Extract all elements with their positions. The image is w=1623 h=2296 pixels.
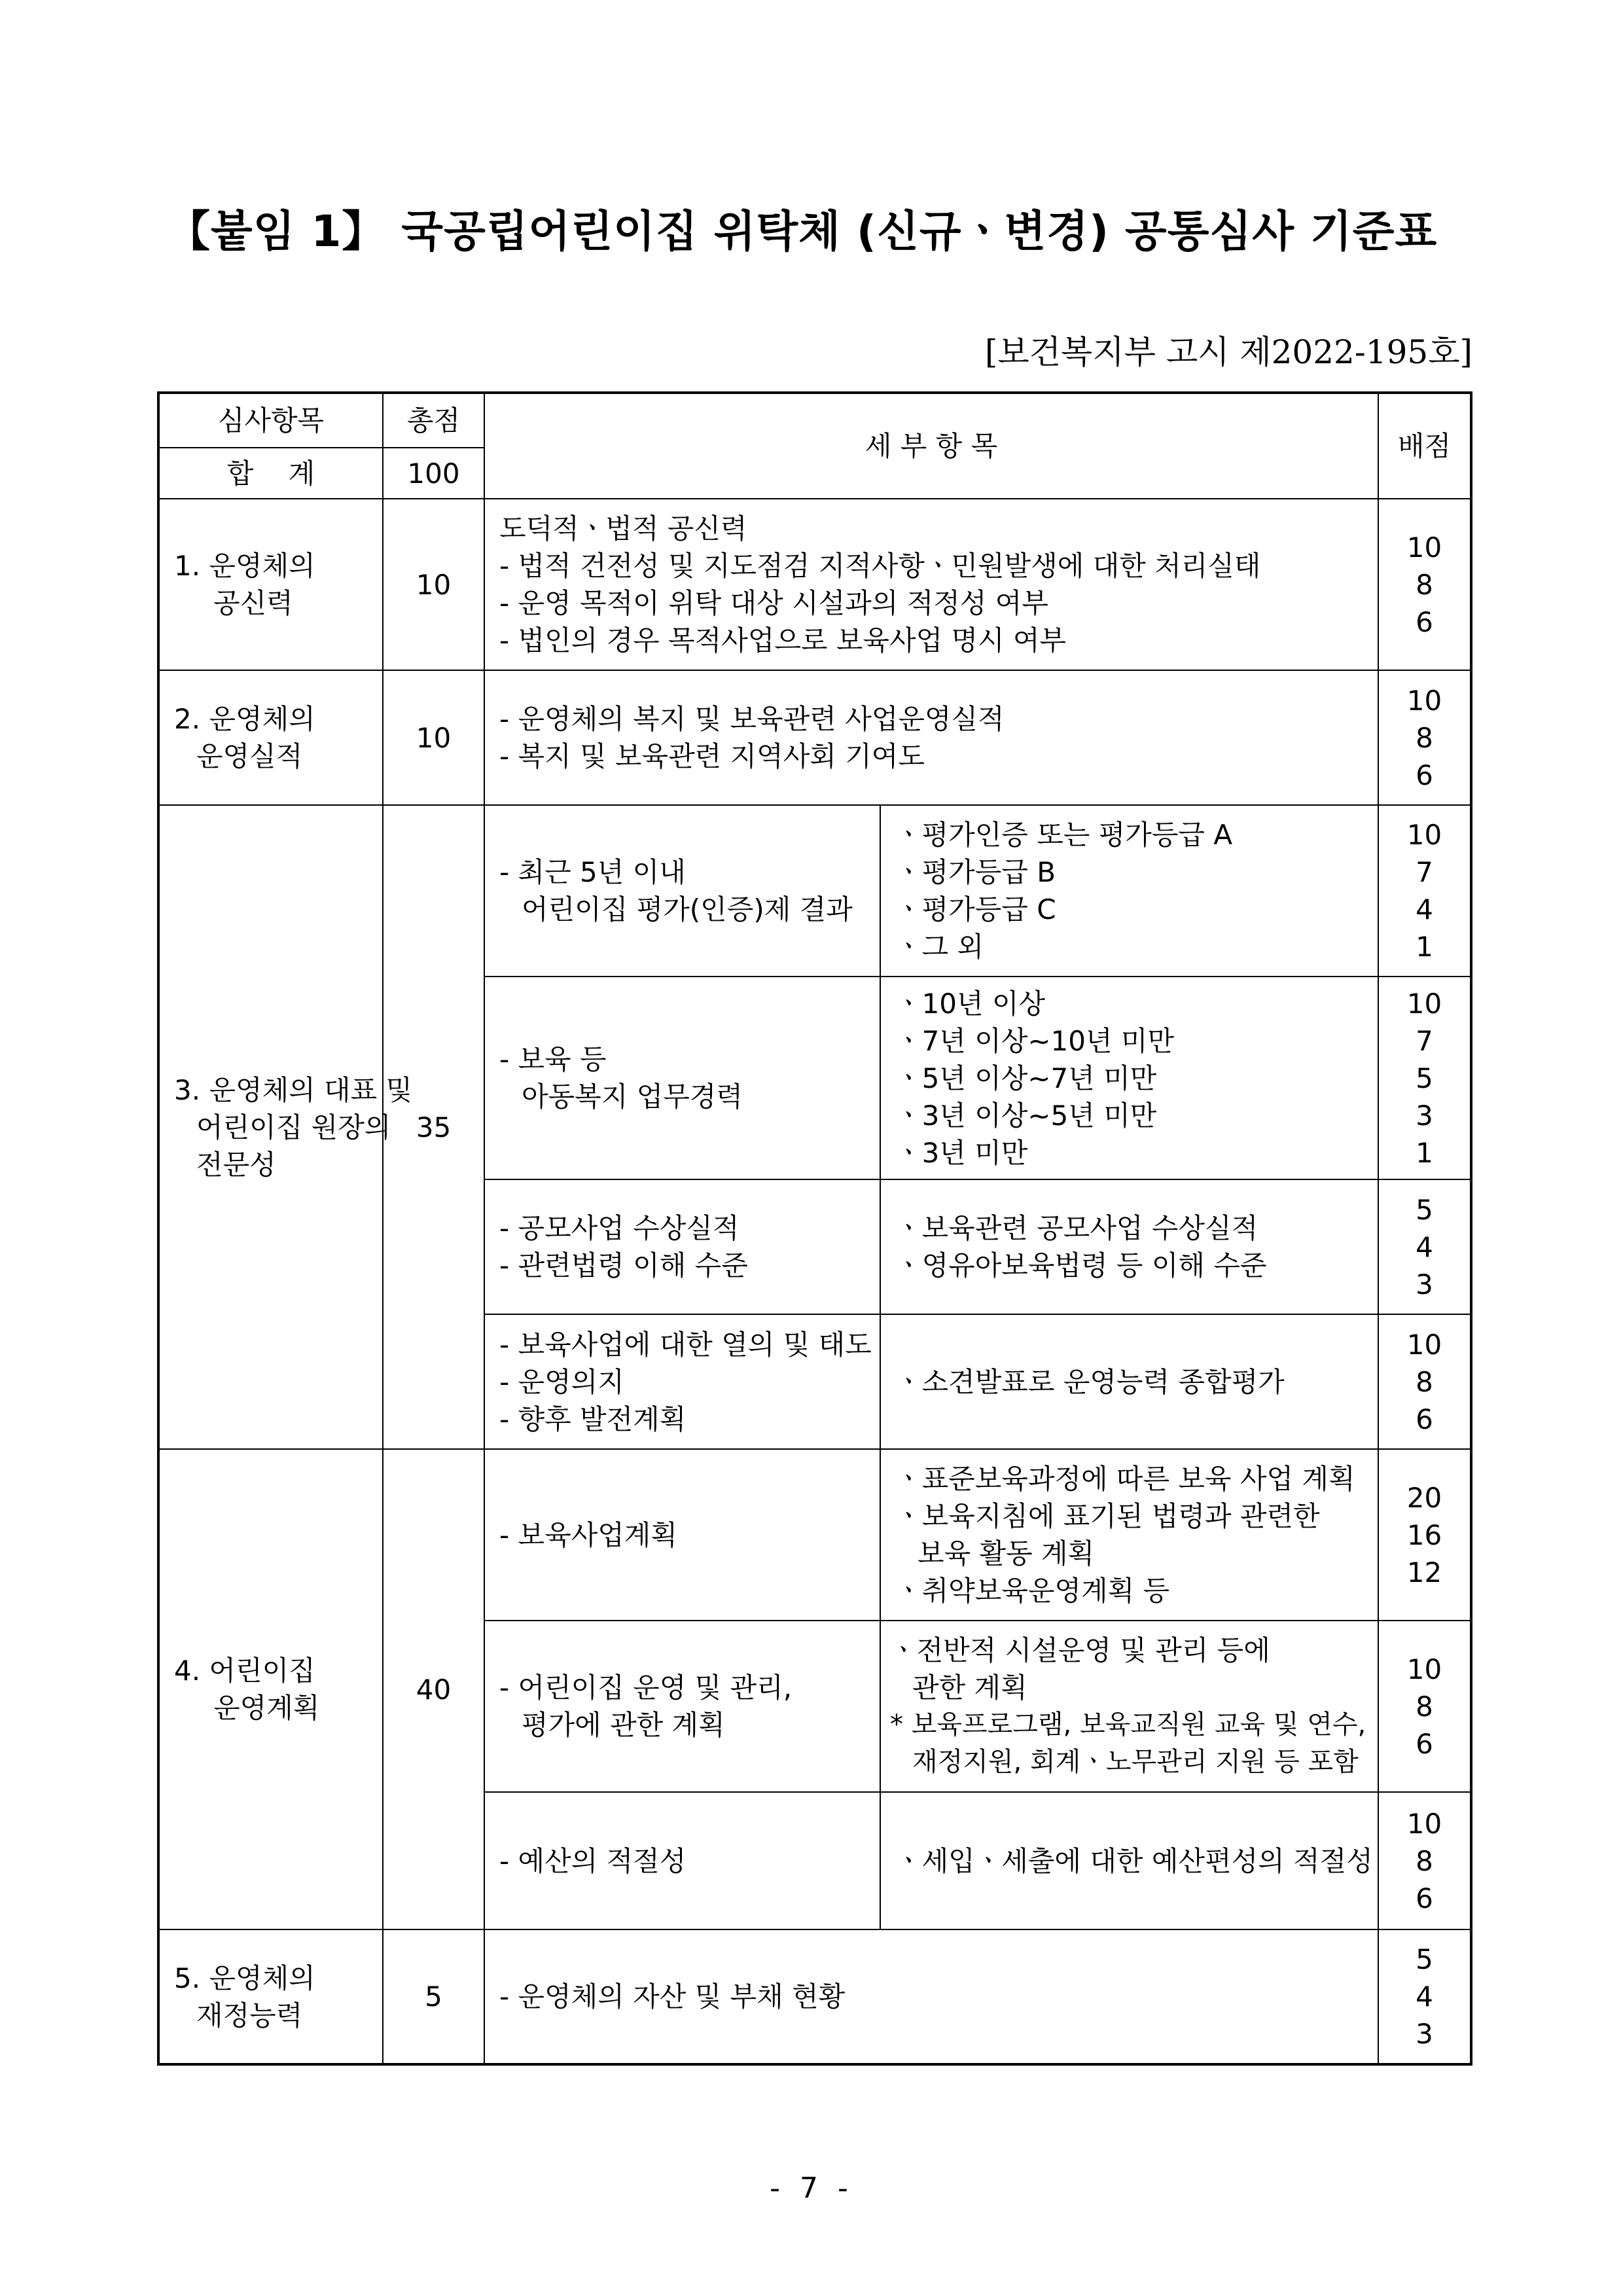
item-cell: 1. 운영체의 공신력 [158,499,383,670]
sub-item-cell: - 최근 5년 이내 어린이집 평가(인증)제 결과 [484,805,880,977]
total-cell: 10 [383,499,484,670]
sub-item-cell: - 보육사업에 대한 열의 및 태도 - 운영의지 - 향후 발전계획 [484,1314,880,1449]
sub-detail-cell: ㆍ표준보육과정에 따른 보육 사업 계획 ㆍ보육지침에 표기된 법령과 관련한 보육 활동 계획 ㆍ취약보육운영계획 등 [880,1449,1378,1621]
score-cell: 10 7 4 1 [1378,805,1471,977]
detail-cell: - 운영체의 복지 및 보육관련 사업운영실적 - 복지 및 보육관련 지역사회 기여도 [484,670,1378,805]
total-cell: 5 [383,1929,484,2064]
score-cell: 20 16 12 [1378,1449,1471,1621]
criteria-table [157,391,1472,2066]
sub-detail-cell: ㆍ평가인증 또는 평가등급 A ㆍ평가등급 B ㆍ평가등급 C ㆍ그 외 [880,805,1378,977]
sub-item-cell: - 어린이집 운영 및 관리, 평가에 관한 계획 [484,1621,880,1792]
criteria-row-2 [158,670,1471,805]
sub-detail-cell: ㆍ세입ㆍ세출에 대한 예산편성의 적절성 [880,1792,1378,1929]
sum-value: 100 [383,448,484,499]
score-cell: 10 8 6 [1378,499,1471,670]
item-cell: 3. 운영체의 대표 및 어린이집 원장의 전문성 [158,805,383,1449]
score-cell: 5 4 3 [1378,1929,1471,2064]
criteria-row-5 [158,1929,1471,2064]
score-cell: 10 8 6 [1378,670,1471,805]
detail-cell: - 운영체의 자산 및 부채 현황 [484,1929,1378,2064]
sub-detail-cell: ㆍ보육관련 공모사업 수상실적 ㆍ영유아보육법령 등 이해 수준 [880,1179,1378,1314]
item-cell: 2. 운영체의 운영실적 [158,670,383,805]
sub-item-cell: - 보육사업계획 [484,1449,880,1621]
header-score: 배점 [1378,393,1471,499]
header-total: 총점 [383,393,484,448]
score-cell: 5 4 3 [1378,1179,1471,1314]
header-row [158,393,1471,448]
header-detail: 세 부 항 목 [484,393,1378,499]
sub-detail-cell: ㆍ전반적 시설운영 및 관리 등에 관한 계획 * 보육프로그램, 보육교직원 교육 및 연수, 재정지원, 회계ㆍ노무관리 지원 등 포함 [880,1621,1378,1792]
sub-item-cell: - 공모사업 수상실적 - 관련법령 이해 수준 [484,1179,880,1314]
criteria-row-4a [158,1449,1471,1621]
item-cell: 5. 운영체의 재정능력 [158,1929,383,2064]
document-title: 【붙임 1】 국공립어린이집 위탁체 (신규ㆍ변경) 공통심사 기준표 [167,206,1438,257]
total-cell: 10 [383,670,484,805]
sub-item-cell: - 예산의 적절성 [484,1792,880,1929]
detail-cell: 도덕적ㆍ법적 공신력 - 법적 건전성 및 지도점검 지적사항ㆍ민원발생에 대한 처리실태 - 운영 목적이 위탁 대상 시설과의 적정성 여부 - 법인의 경우 목적사업으로 보육사업 명시 여부 [484,499,1378,670]
sub-detail-cell: ㆍ10년 이상 ㆍ7년 이상~10년 미만 ㆍ5년 이상~7년 미만 ㆍ3년 이상~5년 미만 ㆍ3년 미만 [880,977,1378,1179]
page-number: - 7 - [770,2172,853,2205]
criteria-row-1 [158,499,1471,670]
sub-item-cell: - 보육 등 아동복지 업무경력 [484,977,880,1179]
sub-detail-cell: ㆍ소견발표로 운영능력 종합평가 [880,1314,1378,1449]
sum-label: 합 계 [158,448,383,499]
score-cell: 10 8 6 [1378,1792,1471,1929]
total-cell: 40 [383,1449,484,1929]
criteria-row-3a [158,805,1471,977]
score-cell: 10 8 6 [1378,1314,1471,1449]
score-cell: 10 7 5 3 1 [1378,977,1471,1179]
notice-reference: [보건복지부 고시 제2022-195호] [984,333,1472,371]
header-item: 심사항목 [158,393,383,448]
item-cell: 4. 어린이집 운영계획 [158,1449,383,1929]
score-cell: 10 8 6 [1378,1621,1471,1792]
total-cell: 35 [383,805,484,1449]
